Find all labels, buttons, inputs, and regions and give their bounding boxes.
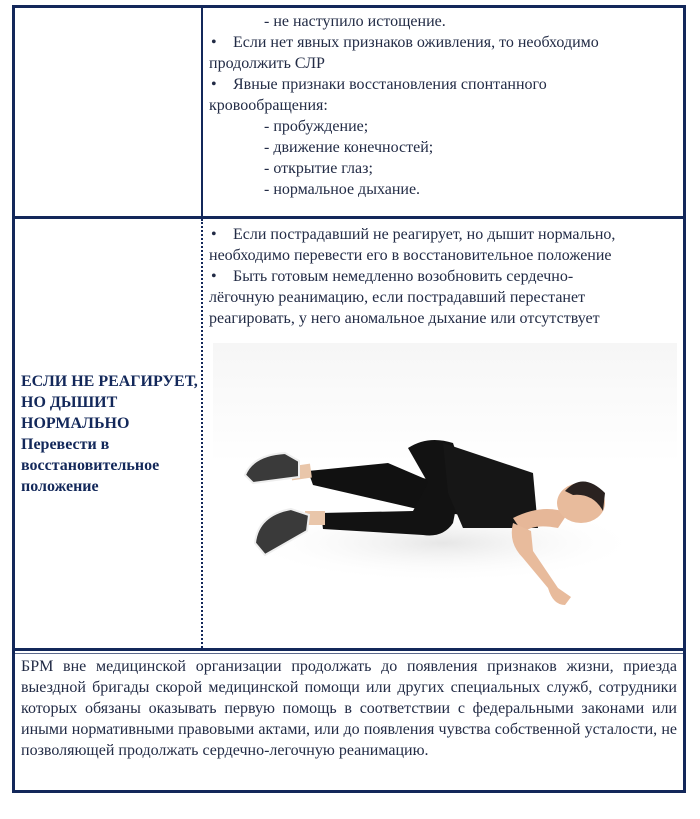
row-content-cell — [201, 219, 683, 648]
text-line: реагировать, у него аномальное дыхание или отсутствует — [209, 310, 600, 327]
text-line: кровообращения: — [209, 97, 328, 114]
recovery-position-figure-icon — [213, 343, 677, 643]
text-line: продолжить СЛР — [209, 55, 325, 72]
shoe — [245, 453, 299, 483]
bullet-item: • Если пострадавший не реагирует, но дышит нормально, — [209, 224, 677, 245]
bullet-item: • Явные признаки восстановления спонтанного — [209, 74, 677, 95]
instruction-table — [12, 5, 686, 793]
text-line: - не наступило истощение. — [264, 13, 446, 30]
row-heading — [21, 371, 199, 497]
cpr-duration-note: БРМ вне медицинской организации продолжать до появления признаков жизни, приезда выездной бригады скорой медицинской помощи или других специальных служб, сотрудники которых обязаны оказывать первую помощь в соответствии с федеральными законами или иными нормативными правовыми актами, или до появления чувства собственной усталости, не позволяющей продолжать сердечно-легочную реанимацию. — [21, 658, 677, 759]
text-line: лёгочную реанимацию, если пострадавший перестанет — [209, 289, 586, 306]
recovery-position-photo — [213, 343, 677, 643]
bullet-item: • Быть готовым немедленно возобновить сердечно- — [209, 266, 677, 287]
content-text — [209, 11, 677, 200]
text-line: - пробуждение; — [264, 118, 369, 135]
table-row-continue-cpr — [15, 8, 683, 216]
row-heading-subtitle: Перевести в восстановительное положение — [21, 435, 160, 495]
row-label-cell-empty — [15, 8, 201, 216]
bullet-item: • Если нет явных признаков оживления, то необходимо — [209, 32, 677, 53]
table-row-cpr-duration — [15, 648, 683, 790]
row-label-cell — [15, 219, 201, 648]
content-text — [209, 224, 677, 329]
text-line: необходимо перевести его в восстановительное положение — [209, 247, 612, 264]
row-content-cell — [201, 8, 683, 216]
table-row-recovery-position — [15, 216, 683, 648]
text-line: - нормальное дыхание. — [264, 181, 421, 198]
text-line: - движение конечностей; — [264, 139, 434, 156]
row-heading-title: ЕСЛИ НЕ РЕАГИРУЕТ, НО ДЫШИТ НОРМАЛЬНО — [21, 372, 198, 432]
text-line: - открытие глаз; — [264, 160, 373, 177]
